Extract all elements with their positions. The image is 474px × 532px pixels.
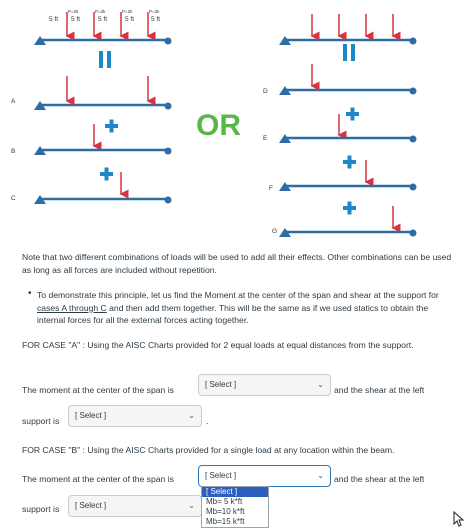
bullet-text-before: To demonstrate this principle, let us find the Moment at the center of the span and shear at the support for: [37, 290, 439, 300]
plus-icon: [105, 120, 118, 133]
chevron-down-icon: ⌄: [188, 501, 195, 510]
case-a-shear-suffix: and the shear at the left: [334, 385, 425, 395]
case-label: E: [263, 135, 268, 142]
plus-icon: [346, 108, 359, 121]
case-a-moment-prefix: The moment at the center of the span is: [22, 385, 174, 395]
roller-support-icon: [410, 136, 417, 143]
beam-diagrams-svg: [0, 0, 474, 245]
roller-support-icon: [410, 38, 417, 45]
equals-icon: [99, 51, 111, 68]
load-label: P=2k: [149, 9, 160, 14]
case-a-beam: [11, 76, 172, 110]
span-label: 5 ft: [151, 16, 161, 23]
span-label: 5 ft: [125, 16, 135, 23]
select-value: [ Select ]: [75, 501, 107, 510]
case-e-beam: [263, 134, 417, 143]
load-label: P=2k: [95, 9, 106, 14]
equals-icon: [343, 44, 355, 61]
load-label: P=2k: [122, 9, 133, 14]
select-value: [ Select ]: [205, 471, 237, 480]
case-b-support-prefix: support is: [22, 504, 60, 514]
chevron-down-icon: ⌄: [188, 411, 195, 420]
bullet-dot: •: [28, 288, 32, 299]
span-label: 5 ft: [71, 16, 81, 23]
roller-support-icon: [165, 38, 172, 45]
chevron-down-icon: ⌄: [317, 380, 324, 389]
full-beam-right: [279, 14, 417, 45]
roller-support-icon: [165, 197, 172, 204]
case-label: A: [11, 98, 16, 105]
case-b-heading: FOR CASE "B" : Using the AISC Charts provided for a single load at any location within the beam.: [22, 445, 395, 455]
plus-icon: [100, 168, 113, 181]
full-beam-left: [34, 9, 172, 45]
select-value: [ Select ]: [205, 380, 237, 389]
case-a-heading: FOR CASE "A" : Using the AISC Charts provided for 2 equal loads at equal distances from the support.: [22, 340, 414, 350]
case-b-beam: [11, 146, 172, 155]
case-b-moment-prefix: The moment at the center of the span is: [22, 474, 174, 484]
dropdown-option[interactable]: Mb=15 k*ft: [206, 517, 245, 526]
roller-support-icon: [410, 184, 417, 191]
case-b-support-select[interactable]: [68, 495, 202, 517]
moment-dropdown-list: [201, 486, 269, 528]
bullet-text-after: and then add them together. This will be the same as if we used statics to obtain the internal forces for all the external forces acting together.: [37, 302, 429, 325]
cases-link[interactable]: cases A through C: [37, 302, 107, 313]
load-label: P=2k: [68, 9, 79, 14]
plus-icon: [343, 156, 356, 169]
chevron-down-icon: ⌄: [317, 471, 324, 480]
dropdown-option[interactable]: Mb= 5 k*ft: [206, 497, 243, 506]
case-a-support-select[interactable]: [68, 405, 202, 427]
note-paragraph: Note that two different combinations of loads will be used to add all their effects. Other combinations can be used as long as all forces are included without repetition.: [22, 252, 452, 275]
case-label: F: [269, 185, 273, 192]
case-d-beam: [263, 64, 417, 95]
roller-support-icon: [165, 148, 172, 155]
roller-support-icon: [410, 230, 417, 237]
dropdown-option[interactable]: Mb=10 k*ft: [206, 507, 245, 516]
bullet-paragraph: [37, 289, 447, 327]
roller-support-icon: [165, 103, 172, 110]
case-b-moment-select[interactable]: [198, 465, 331, 487]
case-f-beam: [269, 182, 417, 192]
case-b-shear-suffix: and the shear at the left: [334, 474, 425, 484]
case-label: C: [11, 195, 16, 202]
beam-load-figure: [0, 0, 474, 245]
select-value: [ Select ]: [75, 411, 107, 420]
case-a-period: .: [206, 416, 209, 426]
case-label: D: [263, 88, 268, 95]
span-label: 5 ft: [98, 16, 108, 23]
or-label: OR: [196, 109, 241, 142]
case-g-beam: [272, 228, 417, 237]
mouse-pointer-icon: [453, 511, 465, 527]
case-label: G: [272, 228, 278, 235]
span-label: 5 ft: [49, 16, 59, 23]
case-a-support-prefix: support is: [22, 416, 60, 426]
roller-support-icon: [410, 88, 417, 95]
case-a-moment-select[interactable]: [198, 374, 331, 396]
case-label: B: [11, 148, 16, 155]
case-c-beam: [11, 195, 172, 204]
dropdown-option[interactable]: [ Select ]: [202, 487, 268, 497]
plus-icon: [343, 202, 356, 215]
